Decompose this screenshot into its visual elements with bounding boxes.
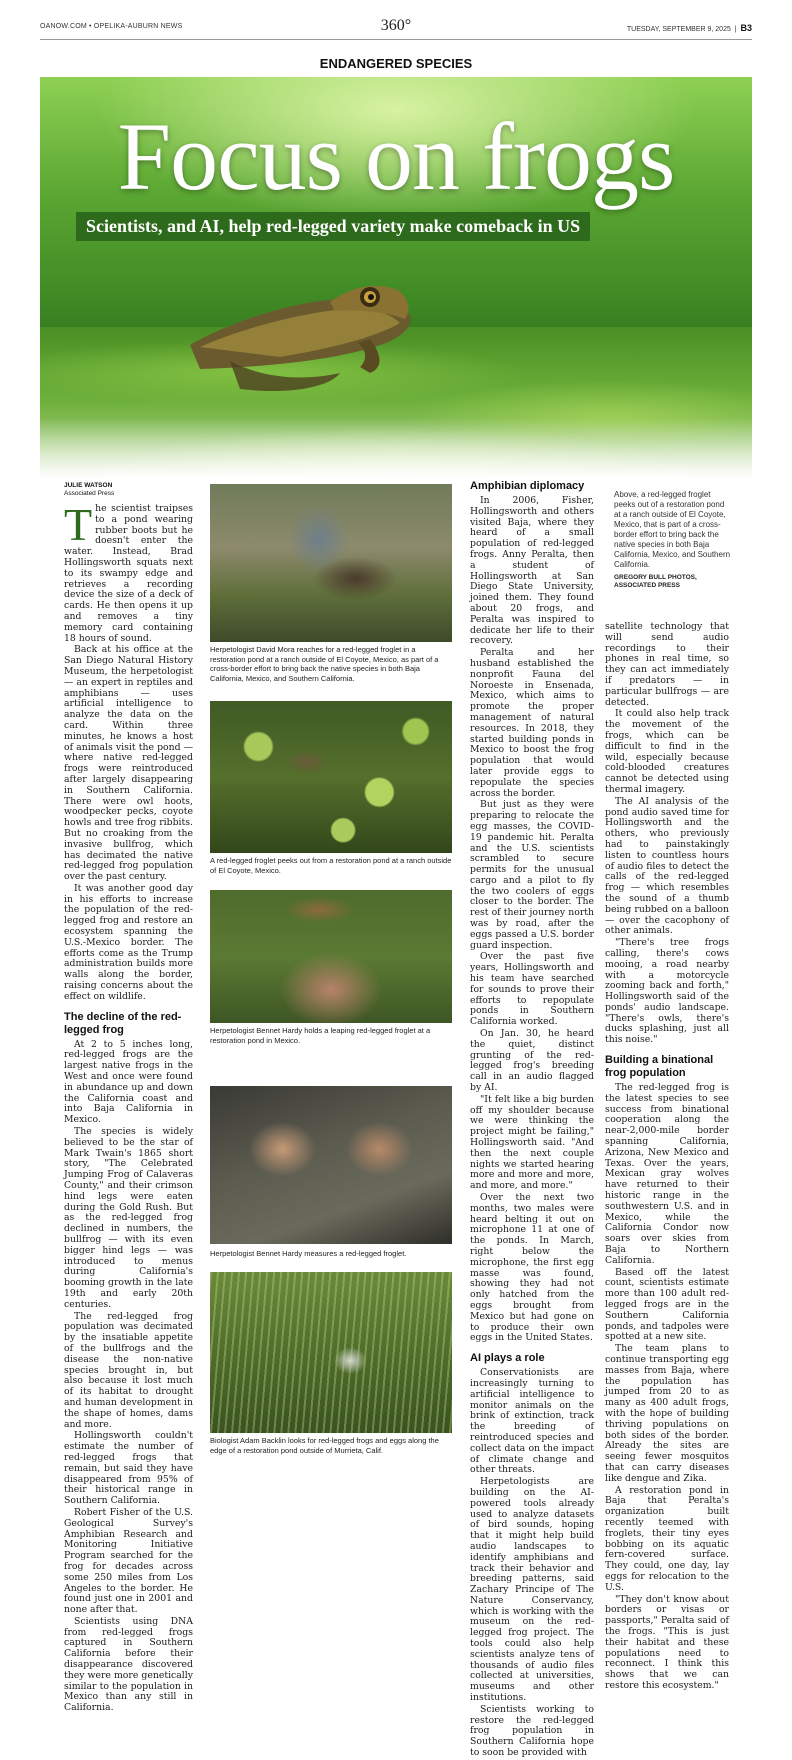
paragraph: The red-legged frog is the latest species to see success from binational cooperation along the near-2,000-mile border spanning California, Arizona, New Mexico and Texas. Over the years, Mexican gray wolves have returned to their historic range in the southwestern U.S. and in Mexico, while the California Condor now soars over skies from Baja to Northern California.	[605, 1082, 729, 1266]
byline	[64, 482, 193, 498]
drop-cap: T	[64, 499, 93, 550]
paragraph: Based off the latest count, scientists estimate more than 100 adult red-legged frogs are in the Southern California ponds, and tadpoles were spotted at a new site.	[605, 1266, 729, 1343]
byline-org: Associated Press	[64, 490, 115, 497]
paragraph: Robert Fisher of the U.S. Geological Survey's Amphibian Research and Monitoring Initiative Program searched for the frog for decades across some 250 miles from Los Angeles to the border. He found just one in 2001 and none after that.	[64, 1506, 193, 1616]
paragraph: It could also help track the movement of the frogs, which can be difficult to find in the wild, especially because cold-blooded creatures cannot be detected using thermal imagery.	[605, 708, 729, 795]
photo-credit: GREGORY BULL PHOTOS, ASSOCIATED PRESS	[614, 574, 697, 589]
paragraph: On Jan. 30, he heard the quiet, distinct grunting of the red-legged frog's breeding call in an audio flagged by AI.	[470, 1028, 594, 1094]
subheadline: Scientists, and AI, help red-legged variety make comeback in US	[76, 212, 590, 241]
paragraph: satellite technology that will send audio recordings to their phones in real time, so they can act immediately if predators — in particular bullfrogs — are detected.	[605, 621, 729, 708]
paragraph: Over the next two months, two males were heard belting it out on microphone 11 at one of the ponds. In March, right below the microphone, the first egg masse was found, showing they had not only hatched from the eggs brought from Mexico but had gone on to produce their own eggs in the United States.	[470, 1192, 594, 1344]
paragraph: A restoration pond in Baja that Peralta's organization built recently teemed with froglets, their tiny eyes bobbing on its aquatic fern-covered surface. They could, one day, lay eggs for relocation to the U.S.	[605, 1484, 729, 1593]
hero-caption	[614, 490, 732, 590]
masthead-left: OANOW.COM • OPELIKA-AUBURN NEWS	[40, 23, 183, 30]
section-label: ENDANGERED SPECIES	[319, 56, 473, 71]
paragraph: "It felt like a big burden off my shoulder because we were thinking the project might be failing," Hollingsworth said. "And then the next couple nights we started hearing more and more and more, and more, and more."	[470, 1093, 594, 1192]
photo-measuring	[210, 1086, 452, 1244]
paragraph: Over the past five years, Hollingsworth and his team have searched for sounds to prove their efforts to repopulate ponds in Southern California worked.	[470, 951, 594, 1028]
paragraph: The red-legged frog population was decimated by the insatiable appetite of the bullfrogs and the disease the non-native species brought in, but also because it lost much of its habitat to drought and human development in the shape of homes, dams and more.	[64, 1310, 193, 1430]
header-rule	[40, 39, 752, 40]
masthead-right: TUESDAY, SEPTEMBER 9, 2025 | B3	[626, 23, 752, 33]
photo-mora	[210, 484, 452, 642]
paragraph: But just as they were preparing to relocate the egg masses, the COVID-19 pandemic hit. Peralta and the U.S. scientists scrambled to secure permits for the unusual cargo and a pilot to fly the two coolers of eggs closer to the border. The rest of their journey north was by road, after the eggs passed a U.S. border guard inspection.	[470, 799, 594, 951]
paragraph: Hollingsworth couldn't estimate the number of red-legged frogs that remain, but said they have disappeared from 95% of their historical range in Southern California.	[64, 1430, 193, 1507]
page-number: B3	[740, 23, 752, 33]
column-4	[605, 622, 729, 1693]
paragraph: It was another good day in his efforts to increase the population of the red-legged frog and restore an ecosystem spanning the U.S.-Mexico border. The efforts come as the Trump administration builds more walls along the border, raising concerns about the effect on wildlife.	[64, 882, 193, 1002]
photo-caption: Biologist Adam Backlin looks for red-legged frogs and eggs along the edge of a restoration pond outside of Murrieta, Calif.	[210, 1436, 439, 1455]
photo-backlin	[210, 1272, 452, 1433]
paragraph: "There's tree frogs calling, there's cows mooing, a road nearby with a motorcycle zooming back and forth," Hollingsworth said of the ponds' audio landscape. "There's owls, there's ducks splashing, just all this noise."	[605, 937, 729, 1046]
subhead-diplomacy: Amphibian diplomacy	[470, 480, 585, 492]
photo-froglet-pond	[210, 701, 452, 853]
paragraph: The team plans to continue transporting egg masses from Baja, where the population has jumped from 20 to as many as 400 adult frogs, with the hope of building thriving populations on both sides of the border. Already the sites are seeing fewer mosquitos that can carry diseases like dengue and Zika.	[605, 1343, 729, 1484]
photo-leaping-froglet	[210, 890, 452, 1023]
column-3	[470, 480, 594, 1760]
subhead-ai: AI plays a role	[470, 1352, 545, 1365]
hero-fade	[40, 418, 752, 478]
subhead-binational: Building a binational frog population	[605, 1054, 714, 1080]
lead-paragraph: The scientist traipses to a pond wearing rubber boots but he doesn't enter the water. Instead, Brad Hollingsworth squats next to its swampy edge and retrieves a recording device the size of a deck of cards. He then opens it up and removes a tiny memory card containing 18 hours of sound.	[64, 499, 193, 644]
paragraph: Conservationists are increasingly turning to artificial intelligence to monitor animals on the brink of extinction, track the breeding of reintroduced species and collect data on the impact of climate change and other threats.	[470, 1367, 594, 1476]
paragraph: "They don't know about borders or visas or passports," Peralta said of the frogs. "This is just their habitat and these populations need to reconnect. I think this shows that we can restore this ecosystem."	[605, 1593, 729, 1691]
photo-caption: Herpetologist Bennet Hardy holds a leaping red-legged froglet at a restoration pond in Mexico.	[210, 1026, 431, 1045]
paragraph: In 2006, Fisher, Hollingsworth and others visited Baja, where they heard of a small population of red-legged frogs. Anny Peralta, then a student of Hollingsworth at San Diego State University, joined them. They found about 20 frogs, and Peralta was inspired to dedicate her life to their recovery.	[470, 495, 594, 647]
photo-caption: Herpetologist Bennet Hardy measures a red-legged froglet.	[210, 1249, 407, 1258]
paragraph: The species is widely believed to be the star of Mark Twain's 1865 short story, "The Celebrated Jumping Frog of Calaveras County," and their crimson hind legs were eaten during the Gold Rush. But as the red-legged frog declined in numbers, the bullfrog — with its even bigger hind legs — was introduced to menus during California's booming growth in the late 19th and early 20th centuries.	[64, 1126, 193, 1310]
hero-caption-text: Above, a red-legged froglet peeks out of a restoration pond at a ranch outside of El Coyote, Mexico, that is part of a cross-border effort to bring back the native species in both Baja California, Mexico, and Southern California.	[614, 490, 731, 569]
paragraph: The AI analysis of the pond audio saved time for Hollingsworth and the others, who previously had to painstakingly listen to countless hours of audio files to detect the calls of the red-legged frog — which resembles the sound of a thumb being rubbed on a balloon — over the cacophony of other animals.	[605, 795, 729, 937]
page-date: TUESDAY, SEPTEMBER 9, 2025	[626, 26, 731, 33]
photo-caption: Herpetologist David Mora reaches for a red-legged froglet in a restoration pond at a ranch outside of El Coyote, Mexico, as part of a cross-border effort to bring back the native species in both Baja California, Mexico, and Southern California.	[210, 645, 439, 683]
paragraph: Scientists using DNA from red-legged frogs captured in Southern California before their disappearance discovered they were more genetically similar to the population in Mexico than any still in California.	[64, 1615, 193, 1714]
headline: Focus on frogs	[117, 103, 675, 210]
paragraph: Peralta and her husband established the nonprofit Fauna del Noroeste in Ensenada, Mexico, which aims to promote the proper management of natural resources. In 2018, they started building ponds in Mexico to boost the frog population that would later provide eggs to repopulate the species across the border.	[470, 647, 594, 799]
byline-name: JULIE WATSON	[64, 482, 113, 489]
subhead-decline: The decline of the red-legged frog	[64, 1010, 182, 1036]
column-1	[64, 482, 193, 1715]
masthead-center: 360°	[380, 17, 412, 34]
paragraph: Herpetologists are building on the AI-powered tools already used to analyze datasets of bird sounds, hoping that it might help build audio landscapes to identify amphibians and track their behavior and breeding patterns, said Zachary Principe of The Nature Conservancy, which is working with the museum on the red-legged frog project. The tools could also help scientists analyze tens of thousands of audio files collected at universities, museums and other institutions.	[470, 1476, 594, 1704]
paragraph: At 2 to 5 inches long, red-legged frogs are the largest native frogs in the West and once were found in abundance up and down the California coast and into Baja California in Mexico.	[64, 1038, 193, 1126]
paragraph: Back at his office at the San Diego Natural History Museum, the herpetologist — an expert in reptiles and amphibians — uses artificial intelligence to analyze the data on the card. Within three minutes, he knows a host of animals visit the pond — where native red-legged frogs were reintroduced after largely disappearing in Southern California. There were owl hoots, woodpecker pecks, coyote howls and tree frog ribbits. But no croaking from the invasive bullfrog, which has decimated the native red-legged frog population over the past century.	[64, 644, 193, 883]
photo-caption: A red-legged froglet peeks out from a restoration pond at a ranch outside of El Coyote, Mexico.	[210, 856, 452, 875]
hero-photo	[40, 77, 752, 478]
paragraph: Scientists working to restore the red-legged frog population in Southern California hope to soon be provided with	[470, 1703, 594, 1759]
